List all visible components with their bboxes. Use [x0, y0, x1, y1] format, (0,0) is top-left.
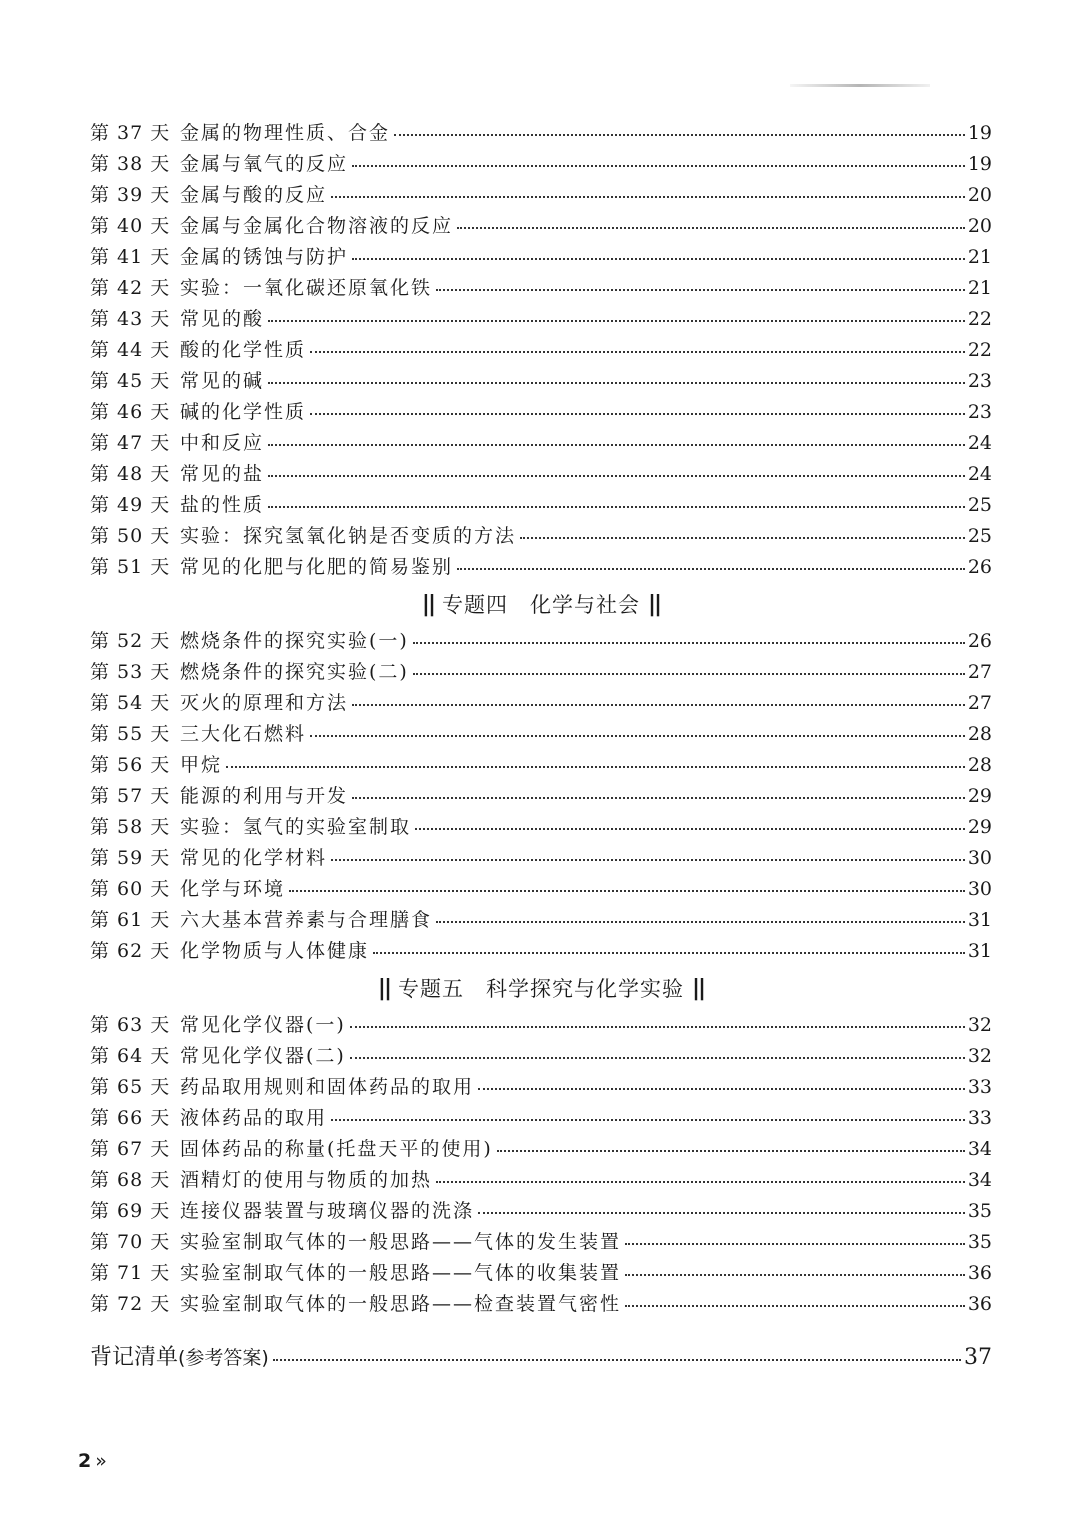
entry-title: 常见的酸: [180, 308, 265, 330]
entry-title: 燃烧条件的探究实验(二): [180, 661, 409, 683]
entry-page: 31: [967, 940, 992, 962]
toc-entry[interactable]: [90, 1258, 992, 1289]
entry-day: 第 37 天: [90, 122, 171, 144]
leader-dots: [268, 376, 965, 384]
leader-dots: [625, 1237, 965, 1245]
leader-dots: [350, 1020, 965, 1028]
leader-dots: [310, 345, 965, 353]
leader-dots: [352, 698, 965, 706]
entry-title: 化学物质与人体健康: [180, 940, 370, 962]
toc-entry[interactable]: [90, 1227, 992, 1258]
entry-day: 第 71 天: [90, 1262, 171, 1284]
entry-title: 金属与氧气的反应: [180, 153, 349, 175]
chevron-right-icon: »: [95, 1450, 107, 1472]
entry-page: 34: [967, 1169, 992, 1191]
entry-day: 第 55 天: [90, 723, 171, 745]
toc-entry[interactable]: [90, 304, 992, 335]
toc-entry[interactable]: [90, 688, 992, 719]
leader-dots: [457, 562, 965, 570]
toc-entry[interactable]: [90, 397, 992, 428]
toc-entry[interactable]: [90, 657, 992, 688]
toc-entry[interactable]: [90, 428, 992, 459]
leader-dots: [310, 729, 965, 737]
appendix-title: 背记清单: [90, 1345, 179, 1370]
toc-entry[interactable]: [90, 843, 992, 874]
entry-day: 第 63 天: [90, 1014, 171, 1036]
entry-day: 第 52 天: [90, 630, 171, 652]
entry-title: 化学与环境: [180, 878, 286, 900]
entry-page: 21: [967, 246, 992, 268]
entry-title: 金属与金属化合物溶液的反应: [180, 215, 454, 237]
entry-day: 第 68 天: [90, 1169, 171, 1191]
entry-day: 第 41 天: [90, 246, 171, 268]
leader-dots: [497, 1144, 965, 1152]
entry-title: 能源的利用与开发: [180, 785, 349, 807]
entry-page: 35: [967, 1200, 992, 1222]
toc-entry[interactable]: [90, 719, 992, 750]
leader-dots: [268, 314, 965, 322]
section-bar-left: ||: [421, 591, 434, 617]
section-bar-right: ||: [648, 591, 661, 617]
leader-dots: [352, 252, 965, 260]
toc-entry[interactable]: [90, 781, 992, 812]
toc-entry[interactable]: [90, 1041, 992, 1072]
leader-dots: [350, 1051, 965, 1059]
toc-entry[interactable]: [90, 936, 992, 967]
entry-title: 灭火的原理和方法: [180, 692, 349, 714]
appendix-subtitle: (参考答案): [178, 1347, 269, 1369]
toc-entry[interactable]: [90, 242, 992, 273]
entry-day: 第 50 天: [90, 525, 171, 547]
leader-dots: [268, 500, 965, 508]
entry-day: 第 57 天: [90, 785, 171, 807]
leader-dots: [373, 946, 965, 954]
entry-day: 第 43 天: [90, 308, 171, 330]
leader-dots: [331, 1113, 965, 1121]
entry-day: 第 62 天: [90, 940, 171, 962]
entry-title: 实验：一氧化碳还原氧化铁: [180, 277, 433, 299]
leader-dots: [436, 283, 965, 291]
entry-page: 32: [967, 1045, 992, 1067]
leader-dots: [331, 190, 965, 198]
entry-page: 32: [967, 1014, 992, 1036]
entry-page: 24: [967, 463, 992, 485]
section-heading: [90, 969, 992, 1007]
leader-dots: [625, 1268, 965, 1276]
entry-title: 固体药品的称量(托盘天平的使用): [180, 1138, 493, 1160]
entry-day: 第 39 天: [90, 184, 171, 206]
leader-dots: [625, 1299, 965, 1307]
toc-entry[interactable]: [90, 812, 992, 843]
entry-day: 第 46 天: [90, 401, 171, 423]
entry-title: 实验：氢气的实验室制取: [180, 816, 412, 838]
entry-title: 中和反应: [180, 432, 265, 454]
leader-dots: [478, 1206, 965, 1214]
section-heading: [90, 585, 992, 623]
toc-entry[interactable]: [90, 552, 992, 583]
entry-title: 甲烷: [180, 754, 223, 776]
leader-dots: [478, 1082, 965, 1090]
entry-day: 第 42 天: [90, 277, 171, 299]
entry-day: 第 40 天: [90, 215, 171, 237]
entry-page: 21: [967, 277, 992, 299]
entry-page: 26: [967, 556, 992, 578]
section-bar-left: ||: [377, 975, 390, 1001]
entry-page: 28: [967, 723, 992, 745]
entry-day: 第 60 天: [90, 878, 171, 900]
entry-page: 22: [967, 339, 992, 361]
entry-title: 液体药品的取用: [180, 1107, 328, 1129]
entry-day: 第 65 天: [90, 1076, 171, 1098]
entry-day: 第 70 天: [90, 1231, 171, 1253]
entry-page: 19: [967, 153, 992, 175]
entry-day: 第 45 天: [90, 370, 171, 392]
entry-title: 三大化石燃料: [180, 723, 307, 745]
toc-entry[interactable]: [90, 335, 992, 366]
entry-title: 实验室制取气体的一般思路——检查装置气密性: [180, 1293, 622, 1315]
entry-day: 第 48 天: [90, 463, 171, 485]
leader-dots: [415, 822, 965, 830]
toc-entry[interactable]: [90, 366, 992, 397]
appendix-page: 37: [964, 1345, 992, 1370]
entry-page: 31: [967, 909, 992, 931]
entry-day: 第 38 天: [90, 153, 171, 175]
toc-entry[interactable]: [90, 118, 992, 149]
entry-page: 23: [967, 370, 992, 392]
entry-day: 第 66 天: [90, 1107, 171, 1129]
entry-day: 第 54 天: [90, 692, 171, 714]
appendix-entry[interactable]: [90, 1338, 992, 1378]
entry-page: 30: [967, 878, 992, 900]
toc-entry[interactable]: [90, 905, 992, 936]
page-number: 2: [78, 1450, 92, 1472]
toc-entry[interactable]: [90, 874, 992, 905]
leader-dots: [268, 469, 965, 477]
leader-dots: [310, 407, 965, 415]
entry-page: 22: [967, 308, 992, 330]
section-topic: 专题四: [442, 593, 508, 617]
entry-page: 23: [967, 401, 992, 423]
entry-title: 常见的化学材料: [180, 847, 328, 869]
entry-page: 30: [967, 847, 992, 869]
entry-title: 实验室制取气体的一般思路——气体的发生装置: [180, 1231, 622, 1253]
leader-dots: [273, 1353, 961, 1361]
toc-entry[interactable]: [90, 1134, 992, 1165]
toc-entry[interactable]: [90, 1289, 992, 1320]
entry-page: 35: [967, 1231, 992, 1253]
toc-entry[interactable]: [90, 626, 992, 657]
entry-title: 六大基本营养素与合理膳食: [180, 909, 433, 931]
entry-day: 第 58 天: [90, 816, 171, 838]
toc-groups: [90, 118, 992, 1320]
entry-title: 实验室制取气体的一般思路——气体的收集装置: [180, 1262, 622, 1284]
entry-page: 33: [967, 1076, 992, 1098]
leader-dots: [436, 915, 965, 923]
entry-day: 第 51 天: [90, 556, 171, 578]
entry-day: 第 69 天: [90, 1200, 171, 1222]
leader-dots: [289, 884, 965, 892]
entry-page: 33: [967, 1107, 992, 1129]
leader-dots: [457, 221, 965, 229]
entry-title: 金属的锈蚀与防护: [180, 246, 349, 268]
entry-page: 25: [967, 525, 992, 547]
toc-entry[interactable]: [90, 273, 992, 304]
entry-title: 碱的化学性质: [180, 401, 307, 423]
entry-title: 燃烧条件的探究实验(一): [180, 630, 409, 652]
entry-title: 酒精灯的使用与物质的加热: [180, 1169, 433, 1191]
toc-entry[interactable]: [90, 1010, 992, 1041]
leader-dots: [352, 791, 965, 799]
section-name: 科学探究与化学实验: [486, 977, 684, 1001]
entry-title: 常见的化肥与化肥的简易鉴别: [180, 556, 454, 578]
entry-page: 27: [967, 661, 992, 683]
toc-entry[interactable]: [90, 211, 992, 242]
entry-page: 25: [967, 494, 992, 516]
entry-day: 第 56 天: [90, 754, 171, 776]
toc-entry[interactable]: [90, 750, 992, 781]
leader-dots: [436, 1175, 965, 1183]
entry-title: 常见的碱: [180, 370, 265, 392]
leader-dots: [413, 636, 965, 644]
toc-entry[interactable]: [90, 490, 992, 521]
entry-title: 常见化学仪器(一): [180, 1014, 346, 1036]
entry-day: 第 61 天: [90, 909, 171, 931]
leader-dots: [413, 667, 965, 675]
section-bar-right: ||: [692, 975, 705, 1001]
toc-entry[interactable]: [90, 180, 992, 211]
entry-day: 第 64 天: [90, 1045, 171, 1067]
entry-page: 29: [967, 816, 992, 838]
toc-entry[interactable]: [90, 521, 992, 552]
entry-page: 28: [967, 754, 992, 776]
entry-title: 金属的物理性质、合金: [180, 122, 391, 144]
page-footer: [78, 1450, 107, 1472]
entry-title: 金属与酸的反应: [180, 184, 328, 206]
entry-title: 盐的性质: [180, 494, 265, 516]
leader-dots: [331, 853, 965, 861]
toc-entry[interactable]: [90, 1165, 992, 1196]
toc-entry[interactable]: [90, 1196, 992, 1227]
leader-dots: [394, 128, 965, 136]
entry-title: 酸的化学性质: [180, 339, 307, 361]
entry-title: 常见化学仪器(二): [180, 1045, 346, 1067]
leader-dots: [226, 760, 965, 768]
entry-page: 20: [967, 215, 992, 237]
entry-title: 药品取用规则和固体药品的取用: [180, 1076, 475, 1098]
entry-day: 第 72 天: [90, 1293, 171, 1315]
entry-page: 34: [967, 1138, 992, 1160]
toc-entry[interactable]: [90, 1072, 992, 1103]
entry-day: 第 67 天: [90, 1138, 171, 1160]
entry-title: 常见的盐: [180, 463, 265, 485]
toc-entry[interactable]: [90, 1103, 992, 1134]
table-of-contents: [90, 118, 992, 1378]
entry-page: 27: [967, 692, 992, 714]
entry-page: 36: [967, 1293, 992, 1315]
toc-entry[interactable]: [90, 459, 992, 490]
leader-dots: [352, 159, 965, 167]
entry-page: 26: [967, 630, 992, 652]
entry-page: 29: [967, 785, 992, 807]
entry-day: 第 44 天: [90, 339, 171, 361]
entry-day: 第 49 天: [90, 494, 171, 516]
entry-title: 连接仪器装置与玻璃仪器的洗涤: [180, 1200, 475, 1222]
section-topic: 专题五: [398, 977, 464, 1001]
entry-day: 第 53 天: [90, 661, 171, 683]
entry-page: 36: [967, 1262, 992, 1284]
section-name: 化学与社会: [530, 593, 640, 617]
entry-day: 第 59 天: [90, 847, 171, 869]
scan-mark: [790, 84, 930, 87]
leader-dots: [520, 531, 965, 539]
entry-page: 20: [967, 184, 992, 206]
entry-day: 第 47 天: [90, 432, 171, 454]
entry-page: 24: [967, 432, 992, 454]
leader-dots: [268, 438, 965, 446]
toc-entry[interactable]: [90, 149, 992, 180]
entry-title: 实验：探究氢氧化钠是否变质的方法: [180, 525, 517, 547]
entry-page: 19: [967, 122, 992, 144]
